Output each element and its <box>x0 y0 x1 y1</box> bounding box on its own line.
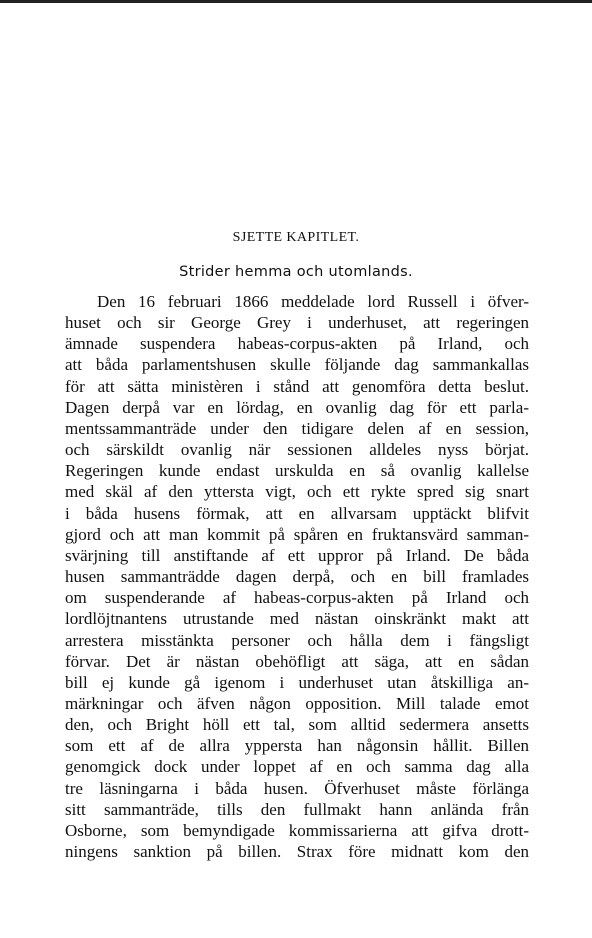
text-line: bill ej kunde gå igenom i underhuset utan åtskilliga an- <box>65 672 529 692</box>
text-line: svärjning till anstiftande af ett uppror på Irland. De båda <box>65 545 529 565</box>
text-line: genomgick dock under loppet af en och samma dag alla <box>65 757 529 777</box>
text-line: ämnade suspendera habeas-corpus-akten på Irland, och <box>65 334 529 354</box>
text-line: ningens sanktion på billen. Strax före midnatt kom den <box>65 842 529 862</box>
text-line: i båda husens förmak, att en allvarsam upptäckt blifvit <box>65 503 529 523</box>
chapter-heading: SJETTE KAPITLET. <box>232 230 360 245</box>
body-text <box>65 291 529 862</box>
text-line: med skäl af den yttersta vigt, och ett rykte spred sig snart <box>65 482 529 502</box>
text-line: sitt sammanträde, tills den fullmakt hann anlända från <box>65 799 529 819</box>
text-line: Den 16 februari 1866 meddelade lord Russell i öfver- <box>97 292 529 311</box>
text-line: Dagen derpå var en lördag, en ovanlig dag för ett parla- <box>65 397 529 417</box>
text-line: som ett af de allra yppersta han någonsin hållit. Billen <box>65 736 529 756</box>
chapter-title: Strider hemma och utomlands. <box>179 264 413 280</box>
text-line: arrestera misstänkta personer och hålla dem i fängsligt <box>65 630 529 650</box>
text-line: gjord och att man kommit på spåren en fruktansvärd samman- <box>65 524 529 544</box>
text-line: mentssammanträde under den tidigare delen af en session, <box>65 418 529 438</box>
text-line: märkningar och äfven någon opposition. Mill talade emot <box>65 693 529 713</box>
text-line: förvar. Det är nästan obehöfligt att säga, att en sådan <box>65 651 529 671</box>
text-line: tre läsningarna i båda husen. Öfverhuset måste förlänga <box>65 778 529 798</box>
text-line: lordlöjtnantens utrustande med nästan oinskränkt makt att <box>65 609 529 629</box>
text-line: Osborne, som bemyndigade kommissarierna att gifva drott- <box>65 820 529 840</box>
top-border-rule <box>0 0 592 3</box>
text-line: huset och sir George Grey i underhuset, att regeringen <box>65 313 529 333</box>
text-line: Regeringen kunde endast urskulda en så ovanlig kallelse <box>65 461 529 481</box>
text-line: för att sätta ministèren i stånd att genomföra detta beslut. <box>65 376 529 396</box>
text-line: att båda parlamentshusen skulle följande dag sammankallas <box>65 355 529 375</box>
text-line: och särskildt ovanlig när sessionen alldeles nyss börjat. <box>65 440 529 460</box>
text-line: den, och Bright höll ett tal, som alltid sedermera ansetts <box>65 715 529 735</box>
text-line: husen sammanträdde dagen derpå, och en bill framlades <box>65 567 529 587</box>
text-line: om suspenderande af habeas-corpus-akten på Irland och <box>65 588 529 608</box>
